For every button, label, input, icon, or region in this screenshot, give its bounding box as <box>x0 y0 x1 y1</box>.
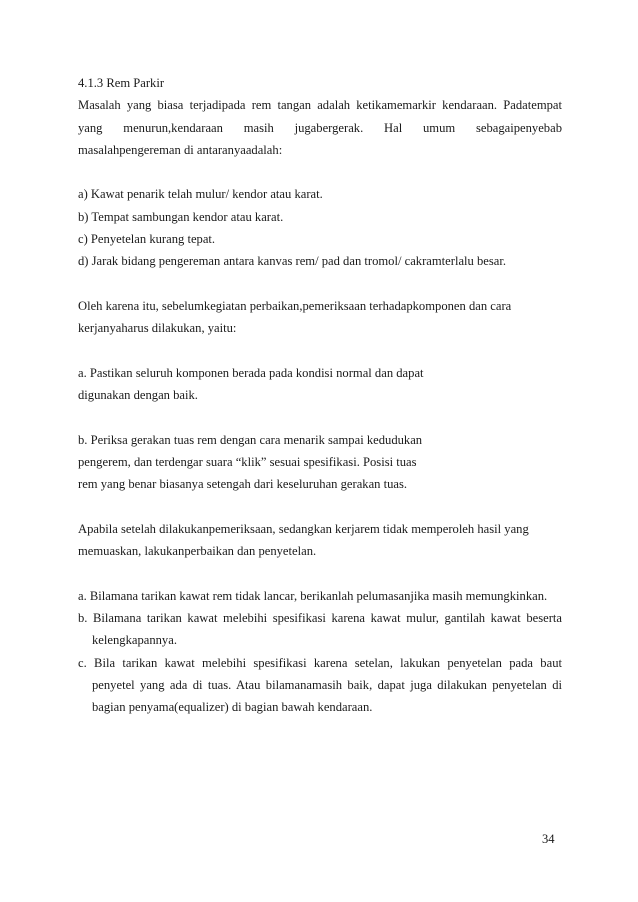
repair-intro-line-2: kerjanyaharus dilakukan, yaitu: <box>78 321 237 336</box>
section-heading: 4.1.3 Rem Parkir <box>78 76 165 90</box>
document-page <box>78 72 562 719</box>
step-b-line-1: b. Periksa gerakan tuas rem dengan cara menarik sampai kedudukan <box>78 432 423 447</box>
paragraph-gap <box>78 563 562 585</box>
paragraph-gap <box>78 406 562 428</box>
page-number: 34 <box>542 832 555 846</box>
paragraph-gap <box>78 496 562 518</box>
paragraph-gap <box>78 273 562 295</box>
cause-item-c: c) Penyetelan kurang tepat. <box>78 232 216 247</box>
step-b-line-2: pengerem, dan terdengar suara “klik” sesuai spesifikasi. Posisi tuas <box>78 455 417 470</box>
cause-item-a: a) Kawat penarik telah mulur/ kendor atau karat. <box>78 187 323 202</box>
adjust-item-c-line-2: penyetel yang ada di tuas. Atau bilamanamasih baik, dapat juga dilakukan penyetelan di <box>92 678 562 693</box>
repair-intro-line-1: Oleh karena itu, sebelumkegiatan perbaikan,pemeriksaan terhadapkomponen dan cara <box>78 298 512 313</box>
adjust-item-c-line-3: bagian penyama(equalizer) di bagian bawah kendaraan. <box>92 700 373 715</box>
intro-line-1: Masalah yang biasa terjadipada rem tangan adalah ketikamemarkir kendaraan. Padatempat <box>78 98 562 113</box>
adjust-intro-line-2: memuaskan, lakukanperbaikan dan penyetelan. <box>78 544 317 559</box>
intro-line-3: masalahpengereman di antaranyaadalah: <box>78 142 283 157</box>
step-a-line-2: digunakan dengan baik. <box>78 388 198 403</box>
step-b-line-3: rem yang benar biasanya setengah dari keseluruhan gerakan tuas. <box>78 477 408 492</box>
intro-line-2: yang menurun,kendaraan masih jugabergerak. Hal umum sebagaipenyebab <box>78 120 562 135</box>
paragraph-gap <box>78 161 562 183</box>
cause-item-d: d) Jarak bidang pengereman antara kanvas rem/ pad dan tromol/ cakramterlalu besar. <box>78 254 507 269</box>
adjust-intro-line-1: Apabila setelah dilakukanpemeriksaan, sedangkan kerjarem tidak memperoleh hasil yang <box>78 521 529 536</box>
paragraph-gap <box>78 340 562 362</box>
adjust-item-c-line-1: c. Bila tarikan kawat melebihi spesifikasi karena setelan, lakukan penyetelan pada baut <box>78 655 562 670</box>
adjust-item-b-line-1: b. Bilamana tarikan kawat melebihi spesifikasi karena kawat mulur, gantilah kawat beserta <box>78 611 562 626</box>
adjust-item-b-line-2: kelengkapannya. <box>92 633 177 648</box>
adjust-item-a: a. Bilamana tarikan kawat rem tidak lancar, berikanlah pelumasanjika masih memungkinkan. <box>78 588 548 603</box>
cause-item-b: b) Tempat sambungan kendor atau karat. <box>78 209 284 224</box>
step-a-line-1: a. Pastikan seluruh komponen berada pada kondisi normal dan dapat <box>78 365 424 380</box>
